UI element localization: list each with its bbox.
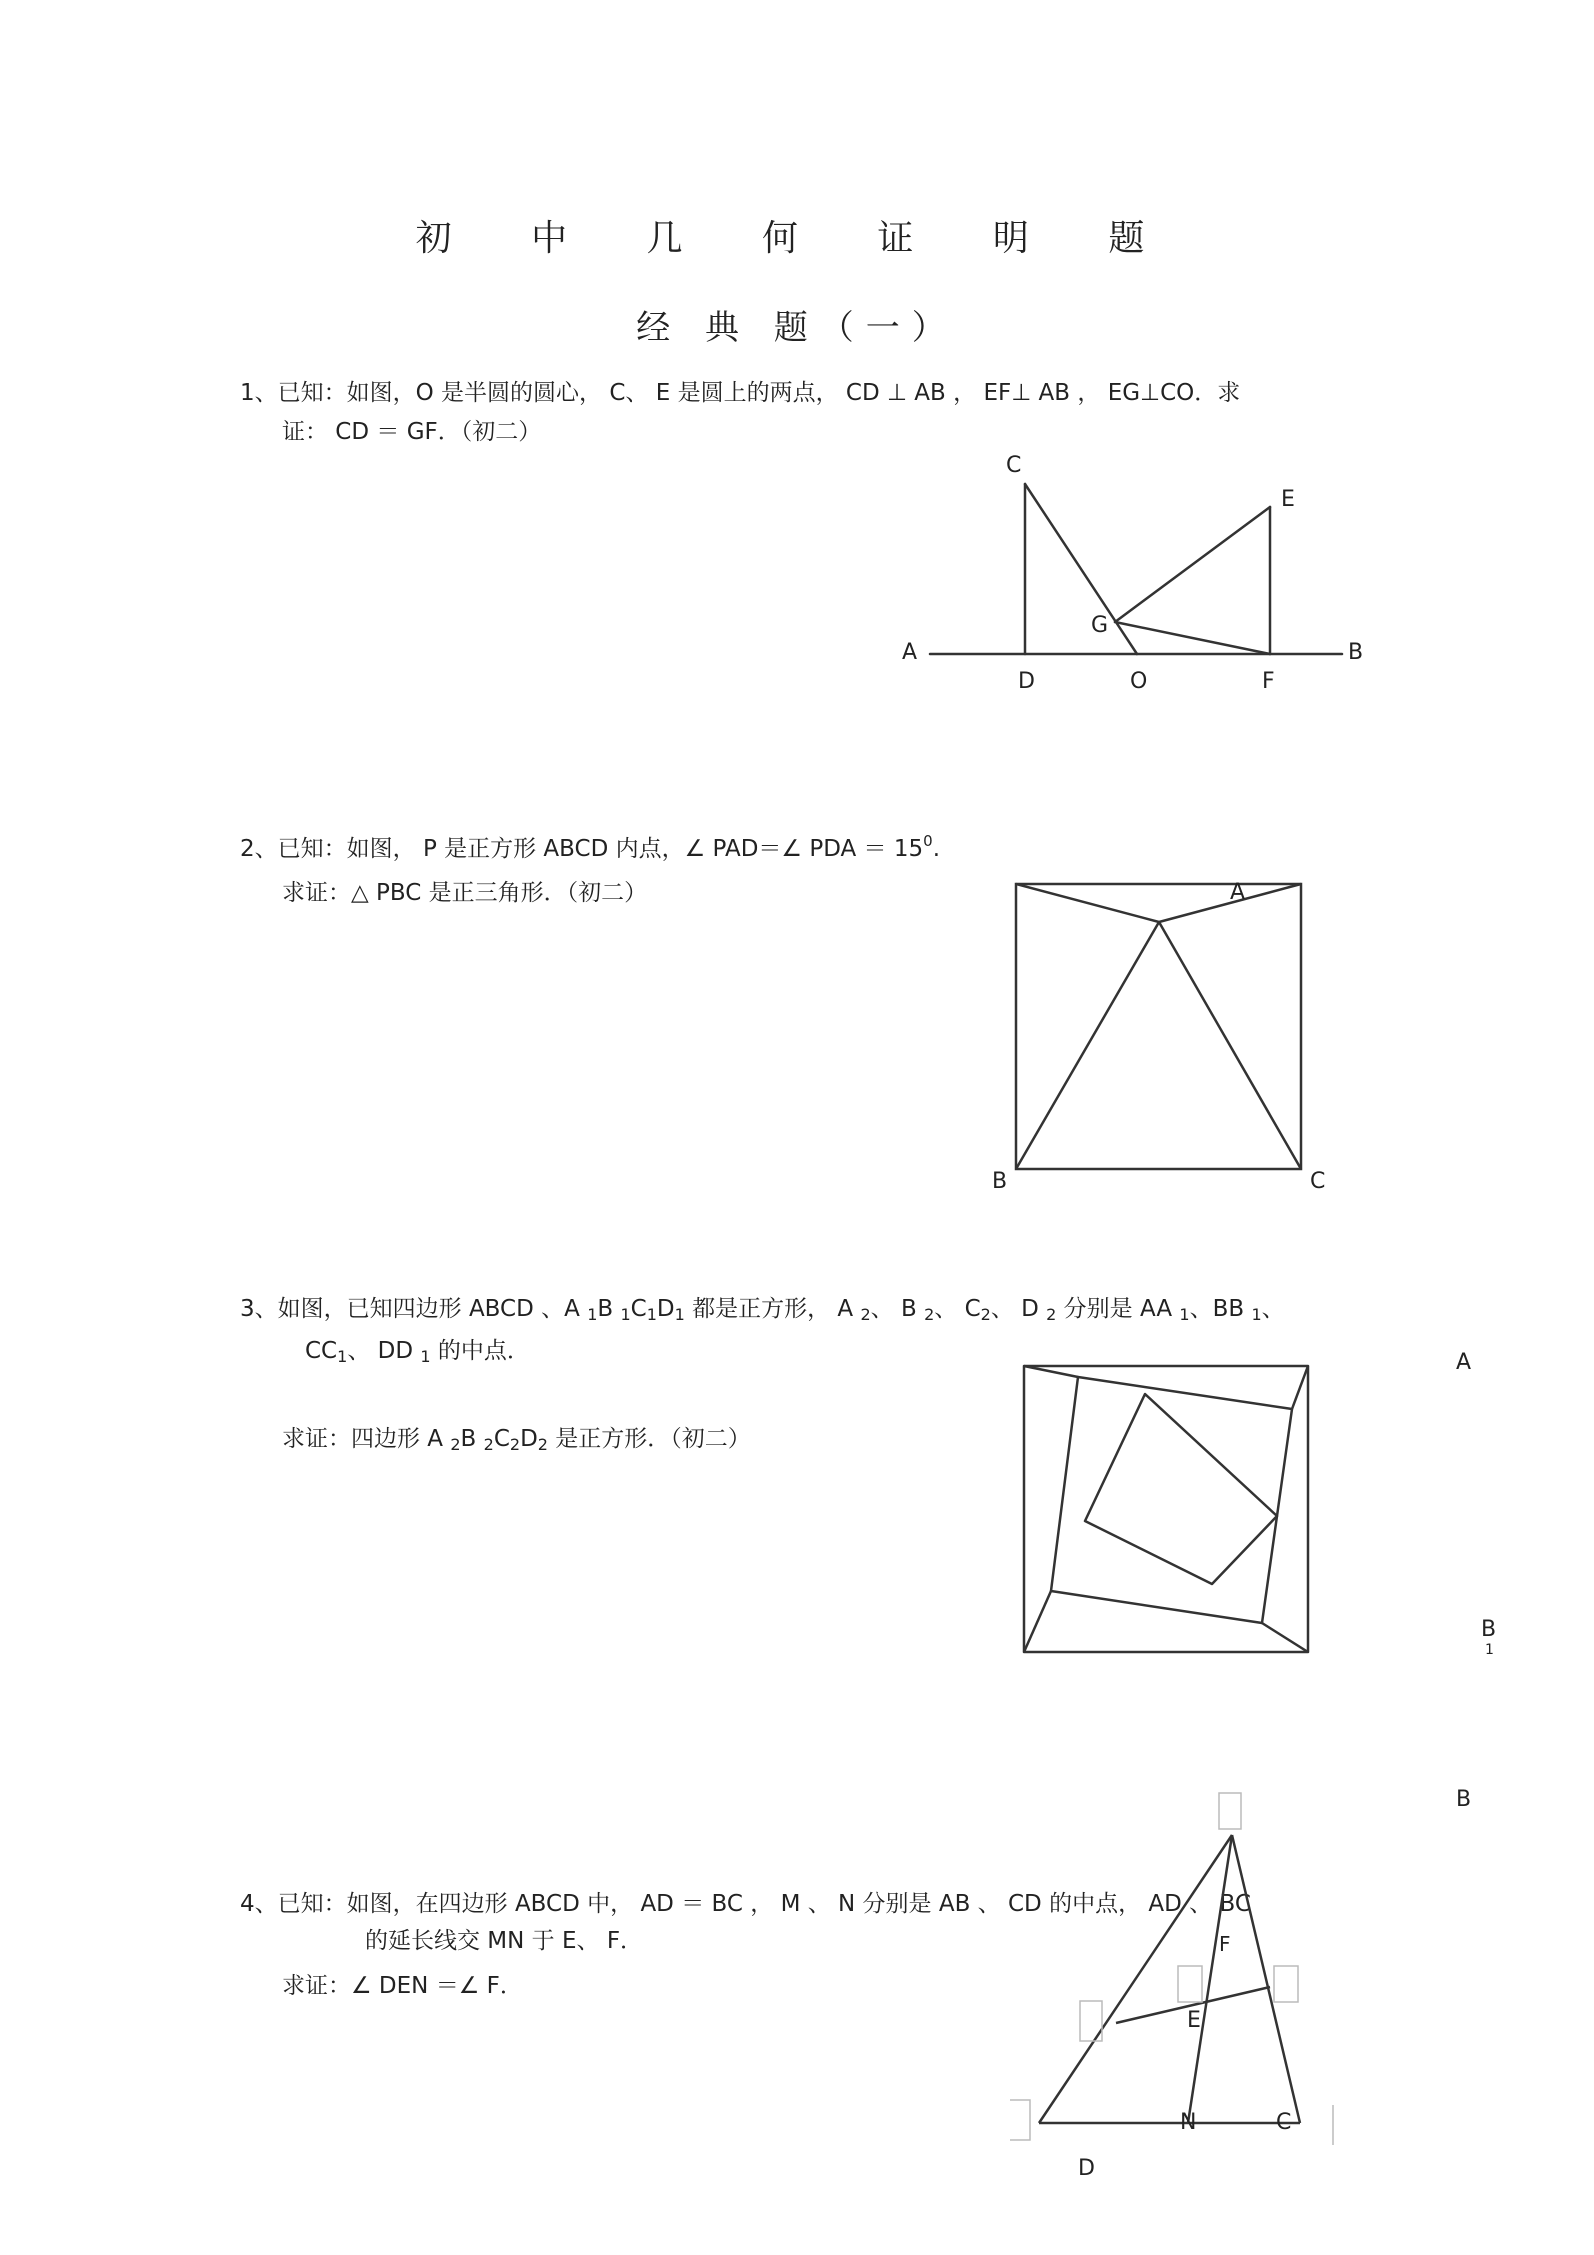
problem-4-line-2: 的延长线交 MN 于 E、 F． [365,1928,644,1954]
fig4-line-fn [1188,1835,1232,2123]
fig4-line-da [1039,1835,1232,2123]
section-title: 经 典 题（一） [636,308,958,348]
fig3-label-b: B [1481,1617,1497,1642]
figure-2 [1016,884,1301,1169]
fig1-label-f: F [1262,669,1275,694]
fig1-line-co [1025,484,1137,654]
problem-1-line-2: 证： CD ＝ GF．（初二） [282,419,542,445]
fig4-label-c: C [1276,2110,1292,2135]
fig3-link-3 [1262,1623,1308,1652]
problem-4-line-3: 求证：∠ DEN ＝∠ F． [282,1973,523,1999]
page-title: 初 中 几 何 证 明 题 [415,218,1179,259]
fig1-label-g: G [1091,613,1109,638]
fig1-label-c: C [1006,453,1022,478]
fig3-link-1 [1024,1366,1078,1377]
problem-2-line-2: 求证：△ PBC 是正三角形．（初二） [282,880,648,906]
fig2-label-c: C [1310,1169,1326,1194]
fig1-label-b: B [1348,640,1364,665]
fig1-label-o: O [1130,669,1148,694]
fig3-inner-square [1085,1394,1277,1584]
fig4-label-d: D [1078,2156,1095,2181]
fig1-label-d: D [1018,669,1035,694]
problem-3-line-2: $CC_1$、 DD $_1$ 的中点． [305,1338,530,1366]
fig1-line-eg [1115,507,1270,622]
fig3-label-a: A [1456,1350,1472,1375]
fig4-label-f: F [1219,1932,1231,1956]
fig2-square [1016,884,1301,1169]
problem-1-line-1: 1、已知：如图，O 是半圆的圆心， C、 E 是圆上的两点， CD ⊥ AB ， EF⊥ AB ， EG⊥CO．求 [240,380,1241,406]
problem-3-line-3: 求证：四边形 A $_2$B $_2C_2D_2$ 是正方形．（初二） [282,1426,751,1454]
figure-4 [1010,1793,1333,2145]
fig2-label-a: A [1230,880,1246,905]
problem-2-line-1: 2、已知：如图， P 是正方形 ABCD 内点，∠ PAD＝∠ PDA ＝ $15^0$. [240,832,940,862]
fig2-label-b: B [992,1169,1008,1194]
fig1-label-e: E [1281,487,1295,512]
fig2-line-ap [1016,884,1159,922]
fig4-label-n: N [1180,2110,1197,2135]
fig1-label-a: A [902,640,918,665]
fig3-link-4 [1024,1591,1051,1652]
fig3-link-2 [1292,1366,1308,1409]
fig2-line-cp [1159,922,1301,1169]
problem-4-line-1: 4、已知：如图，在四边形 ABCD 中， AD ＝ BC ， M 、 N 分别是 AB 、 CD 的中点， AD 、 BC [240,1891,1251,1917]
figure-3 [1024,1366,1308,1652]
problem-3-line-1: 3、如图，已知四边形 ABCD 、A $_1$B $_1C_1D_1$ 都是正方形， A $_2$、 B $_2$、 $C_2$、 D $_2$ 分别是 AA $_1$、BB $_1$、 [240,1296,1285,1324]
fig4-label-e: E [1187,2008,1201,2033]
fig3-middle-square [1051,1377,1292,1623]
fig4-line-fc [1232,1835,1300,2123]
fig1-line-gf [1115,622,1270,654]
fig2-line-bp [1016,922,1159,1169]
fig3-label-b-subscript: 1 [1485,1642,1494,1658]
fig3-label-b-2: B [1456,1787,1472,1812]
